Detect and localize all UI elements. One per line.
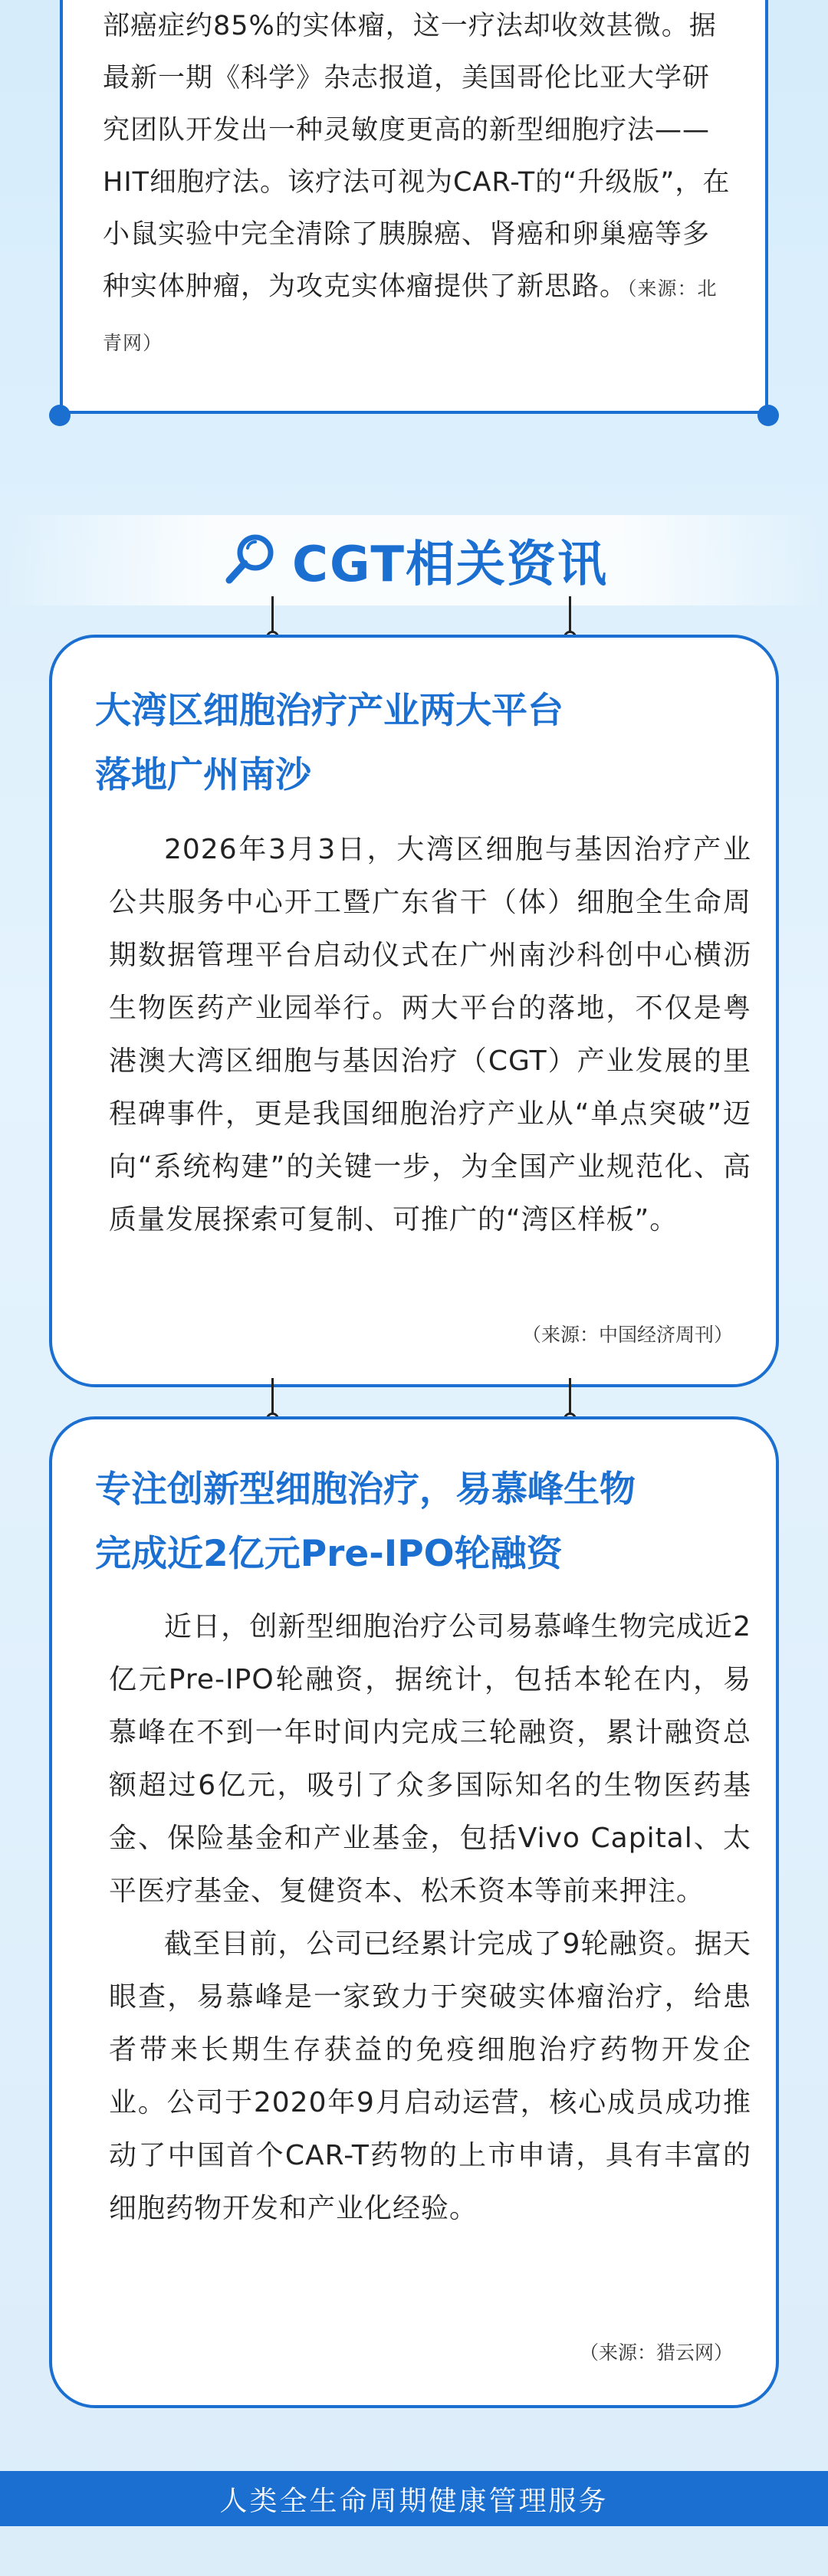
top-article-text <box>103 0 734 369</box>
top-article-card <box>60 0 768 414</box>
article-2-paragraph-1: 近日，创新型细胞治疗公司易慕峰生物完成近2亿元Pre-IPO轮融资，据统计，包括本轮在内，易慕峰在不到一年时间内完成三轮融资，累计融资总额超过6亿元，吸引了众多国际知名的生物医药基金、保险基金和产业基金，包括Vivo Capital、太平医疗基金、复健资本、松禾资本等前来押注。 <box>109 1611 751 1907</box>
top-article-body: 部癌症约85%的实体瘤，这一疗法却收效甚微。据最新一期《科学》杂志报道，美国哥伦比亚大学研究团队开发出一种灵敏度更高的新型细胞疗法——HIT细胞疗法。该疗法可视为CAR-T的“升级版”，在小鼠实验中完全清除了胰腺癌、肾癌和卵巢癌等多种实体肿瘤，为攻克实体瘤提供了新思路。 <box>103 11 731 302</box>
article-1-source: （来源：中国经济周刊） <box>521 1324 733 1346</box>
connector-right-2 <box>569 1378 571 1419</box>
article-card-1 <box>49 635 779 1387</box>
article-1-title-line2: 落地广州南沙 <box>95 754 311 796</box>
card-corner-dot-left <box>49 405 71 426</box>
footer-banner <box>0 2471 828 2526</box>
card-corner-dot-right <box>757 405 779 426</box>
article-1-title <box>95 679 754 808</box>
connector-left-1 <box>271 596 274 638</box>
article-2-title <box>95 1458 754 1587</box>
article-2-paragraph-2: 截至目前，公司已经累计完成了9轮融资。据天眼查，易慕峰是一家致力于突破实体瘤治疗，给患者带来长期生存获益的免疫细胞治疗药物开发企业。公司于2020年9月启动运营，核心成员成功推动了中国首个CAR-T药物的上市申请，具有丰富的细胞药物开发和产业化经验。 <box>109 1928 751 2224</box>
article-2-source: （来源：猎云网） <box>579 2341 733 2364</box>
magnifier-icon <box>220 528 281 592</box>
connector-right-1 <box>569 596 571 638</box>
footer-text: 人类全生命周期健康管理服务 <box>219 2485 609 2517</box>
article-2-title-line2: 完成近2亿元Pre-IPO轮融资 <box>95 1533 563 1575</box>
article-1-body <box>109 823 751 1246</box>
section-header <box>0 515 828 605</box>
section-title: CGT相关资讯 <box>291 537 609 593</box>
article-card-2 <box>49 1416 779 2408</box>
connector-left-2 <box>271 1378 274 1419</box>
article-1-title-line1: 大湾区细胞治疗产业两大平台 <box>95 690 564 732</box>
article-2-title-line1: 专注创新型细胞治疗，易慕峰生物 <box>95 1468 636 1511</box>
top-article-source: （来源：北青网） <box>103 277 718 354</box>
article-2-body <box>109 1600 751 2235</box>
article-1-paragraph-1: 2026年3月3日，大湾区细胞与基因治疗产业公共服务中心开工暨广东省干（体）细胞全生命周期数据管理平台启动仪式在广州南沙科创中心横沥生物医药产业园举行。两大平台的落地，不仅是粤港澳大湾区细胞与基因治疗（CGT）产业发展的里程碑事件，更是我国细胞治疗产业从“单点突破”迈向“系统构建”的关键一步，为全国产业规范化、高质量发展探索可复制、可推广的“湾区样板”。 <box>109 834 751 1235</box>
